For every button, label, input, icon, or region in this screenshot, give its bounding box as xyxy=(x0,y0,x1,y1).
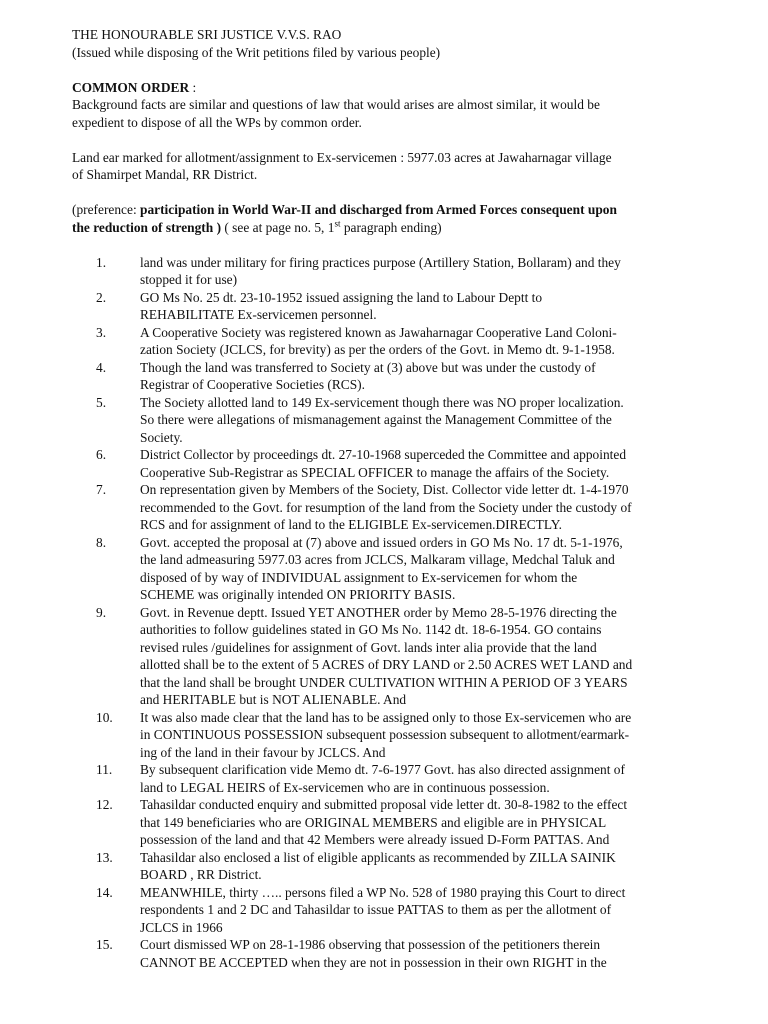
land-paragraph-line: Land ear marked for allotment/assignment to Ex-servicemen : 5977.03 acres at Jawaharnagar village xyxy=(72,149,612,165)
list-item-number: 6. xyxy=(96,447,107,462)
preference-line xyxy=(72,219,700,237)
list-item-text-line: Society. xyxy=(140,429,183,445)
list-item-number: 12. xyxy=(96,797,113,812)
list-item-text-line: District Collector by proceedings dt. 27-10-1968 superceded the Committee and appointed xyxy=(140,447,627,462)
list-item-number: 2. xyxy=(96,289,107,305)
list-item xyxy=(72,936,700,971)
preference-line xyxy=(72,201,700,219)
list-item-text-line: authorities to follow guidelines stated in GO Ms No. 1142 dt. 18-6-1954. GO contains xyxy=(140,622,602,637)
list-item-number: 3. xyxy=(96,324,107,340)
list-item-number: 1. xyxy=(96,254,107,270)
list-item-text-line: It was also made clear that the land has to be assigned only to those Ex-servicemen who are xyxy=(140,709,632,725)
list-item-text-line: in CONTINUOUS POSSESSION subsequent possession subsequent to allotment/earmark- xyxy=(140,727,630,742)
list-item-text-line: Tahasildar also enclosed a list of eligible applicants as recommended by ZILLA SAINIK xyxy=(140,849,616,865)
list-item-text-line: Though the land was transferred to Society at (3) above but was under the custody of xyxy=(140,359,596,375)
list-item-text-line: A Cooperative Society was registered known as Jawaharnagar Cooperative Land Coloni- xyxy=(140,324,617,340)
common-order-heading: COMMON ORDER xyxy=(72,79,190,95)
list-item-text-line: ing of the land in their favour by JCLCS. And xyxy=(140,744,386,760)
list-item-text-line: that the land shall be brought UNDER CULTIVATION WITHIN A PERIOD OF 3 YEARS xyxy=(140,674,628,690)
preference-bold-text: participation in World War-II and discharged from Armed Forces consequent upon xyxy=(140,202,617,217)
list-item-number: 11. xyxy=(96,762,113,777)
list-item-text-line: Govt. in Revenue deptt. Issued YET ANOTHER order by Memo 28-5-1976 directing the xyxy=(140,604,617,620)
list-item-text-line: CANNOT BE ACCEPTED when they are not in possession in their own RIGHT in the xyxy=(140,954,607,970)
list-item-text-line: allotted shall be to the extent of 5 ACRES of DRY LAND or 2.50 ACRES WET LAND and xyxy=(140,657,633,672)
spacer xyxy=(72,236,700,254)
list-item-text-line: revised rules /guidelines for assignment of Govt. lands inter alia provide that the land xyxy=(140,639,597,655)
preference-note: ( see at page no. 5, 1 xyxy=(221,219,335,235)
list-item xyxy=(72,534,700,604)
list-item xyxy=(72,446,700,481)
list-item-text-line: recommended to the Govt. for resumption of the land from the Society under the custody of xyxy=(140,499,632,515)
list-item-number: 15. xyxy=(96,937,113,952)
list-item xyxy=(72,324,700,359)
list-item-text-line: Cooperative Sub-Registrar as SPECIAL OFFICER to manage the affairs of the Society. xyxy=(140,464,610,480)
common-order-paragraph-line: expedient to dispose of all the WPs by common order. xyxy=(72,114,362,130)
list-item-number: 14. xyxy=(96,884,113,900)
preference-prefix: (preference: xyxy=(72,202,141,217)
list-item xyxy=(72,604,700,709)
preference-bold-text: the reduction of strength ) xyxy=(72,219,222,235)
list-item xyxy=(72,884,700,937)
list-item-text-line: zation Society (JCLCS, for brevity) as per the orders of the Govt. in Memo dt. 9-1-1958. xyxy=(140,342,615,357)
list-item xyxy=(72,359,700,394)
list-item-text-line: So there were allegations of mismanagement against the Management Committee of the xyxy=(140,412,612,427)
list-item xyxy=(72,289,700,324)
list-item xyxy=(72,761,700,796)
list-item-number: 7. xyxy=(96,482,107,497)
list-item-text-line: land was under military for firing practices purpose (Artillery Station, Bollaram) and they xyxy=(140,254,621,270)
document-page xyxy=(72,26,700,971)
list-item-text-line: that 149 beneficiaries who are ORIGINAL MEMBERS and eligible are in PHYSICAL xyxy=(140,814,607,830)
document-subtitle: (Issued while disposing of the Writ petitions filed by various people) xyxy=(72,44,441,60)
list-item-text-line: On representation given by Members of the Society, Dist. Collector vide letter dt. 1-4-1970 xyxy=(140,482,629,497)
list-item-text-line: Tahasildar conducted enquiry and submitted proposal vide letter dt. 30-8-1982 to the effect xyxy=(140,797,628,812)
list-item-text-line: stopped it for use) xyxy=(140,272,238,287)
list-item-text-line: the land admeasuring 5977.03 acres from JCLCS, Malkaram village, Medchal Taluk and xyxy=(140,552,615,567)
list-item-text-line: BOARD , RR District. xyxy=(140,867,262,882)
spacer xyxy=(72,131,700,149)
list-item-text-line: MEANWHILE, thirty ….. persons filed a WP No. 528 of 1980 praying this Court to direct xyxy=(140,884,626,900)
list-item xyxy=(72,709,700,762)
list-item-number: 4. xyxy=(96,359,107,375)
list-item-text-line: SCHEME was originally intended ON PRIORITY BASIS. xyxy=(140,587,456,602)
common-order-heading-suffix: : xyxy=(189,79,197,95)
spacer xyxy=(72,61,700,79)
list-item-number: 10. xyxy=(96,709,113,725)
document-title: THE HONOURABLE SRI JUSTICE V.V.S. RAO xyxy=(72,27,342,42)
list-item-number: 5. xyxy=(96,394,107,410)
list-item-text-line: possession of the land and that 42 Members were already issued D-Form PATTAS. And xyxy=(140,832,610,847)
list-item-text-line: Govt. accepted the proposal at (7) above and issued orders in GO Ms No. 17 dt. 5-1-1976, xyxy=(140,534,623,550)
list-item xyxy=(72,849,700,884)
list-item-text-line: Registrar of Cooperative Societies (RCS). xyxy=(140,377,365,392)
spacer xyxy=(72,184,700,202)
list-item-text-line: Court dismissed WP on 28-1-1986 observing that possession of the petitioners therein xyxy=(140,937,601,952)
numbered-list xyxy=(72,254,700,972)
list-item-text-line: The Society allotted land to 149 Ex-servicement though there was NO proper localization. xyxy=(140,394,624,410)
list-item-number: 8. xyxy=(96,534,107,550)
list-item-number: 9. xyxy=(96,604,107,620)
list-item xyxy=(72,481,700,534)
common-order-heading-line xyxy=(72,79,700,97)
preference-note-superscript: st xyxy=(334,218,341,229)
list-item xyxy=(72,394,700,447)
list-item-text-line: and HERITABLE but is NOT ALIENABLE. And xyxy=(140,692,407,707)
list-item-text-line: respondents 1 and 2 DC and Tahasildar to issue PATTAS to them as per the allotment of xyxy=(140,902,612,917)
list-item-text-line: REHABILITATE Ex-servicemen personnel. xyxy=(140,307,377,322)
list-item-text-line: By subsequent clarification vide Memo dt. 7-6-1977 Govt. has also directed assignment of xyxy=(140,762,625,777)
land-paragraph-line: of Shamirpet Mandal, RR District. xyxy=(72,167,258,182)
list-item-text-line: disposed of by way of INDIVIDUAL assignment to Ex-servicemen for whom the xyxy=(140,569,578,585)
list-item-text-line: RCS and for assignment of land to the ELIGIBLE Ex-servicemen.DIRECTLY. xyxy=(140,517,562,532)
list-item-text-line: JCLCS in 1966 xyxy=(140,919,223,935)
preference-note-end: paragraph ending) xyxy=(340,219,442,235)
list-item-text-line: GO Ms No. 25 dt. 23-10-1952 issued assigning the land to Labour Deptt to xyxy=(140,289,543,305)
list-item-text-line: land to LEGAL HEIRS of Ex-servicemen who are in continuous possession. xyxy=(140,779,550,795)
list-item xyxy=(72,254,700,289)
list-item-number: 13. xyxy=(96,849,113,865)
common-order-paragraph-line: Background facts are similar and questions of law that would arises are almost similar, it would be xyxy=(72,97,600,112)
list-item xyxy=(72,796,700,849)
